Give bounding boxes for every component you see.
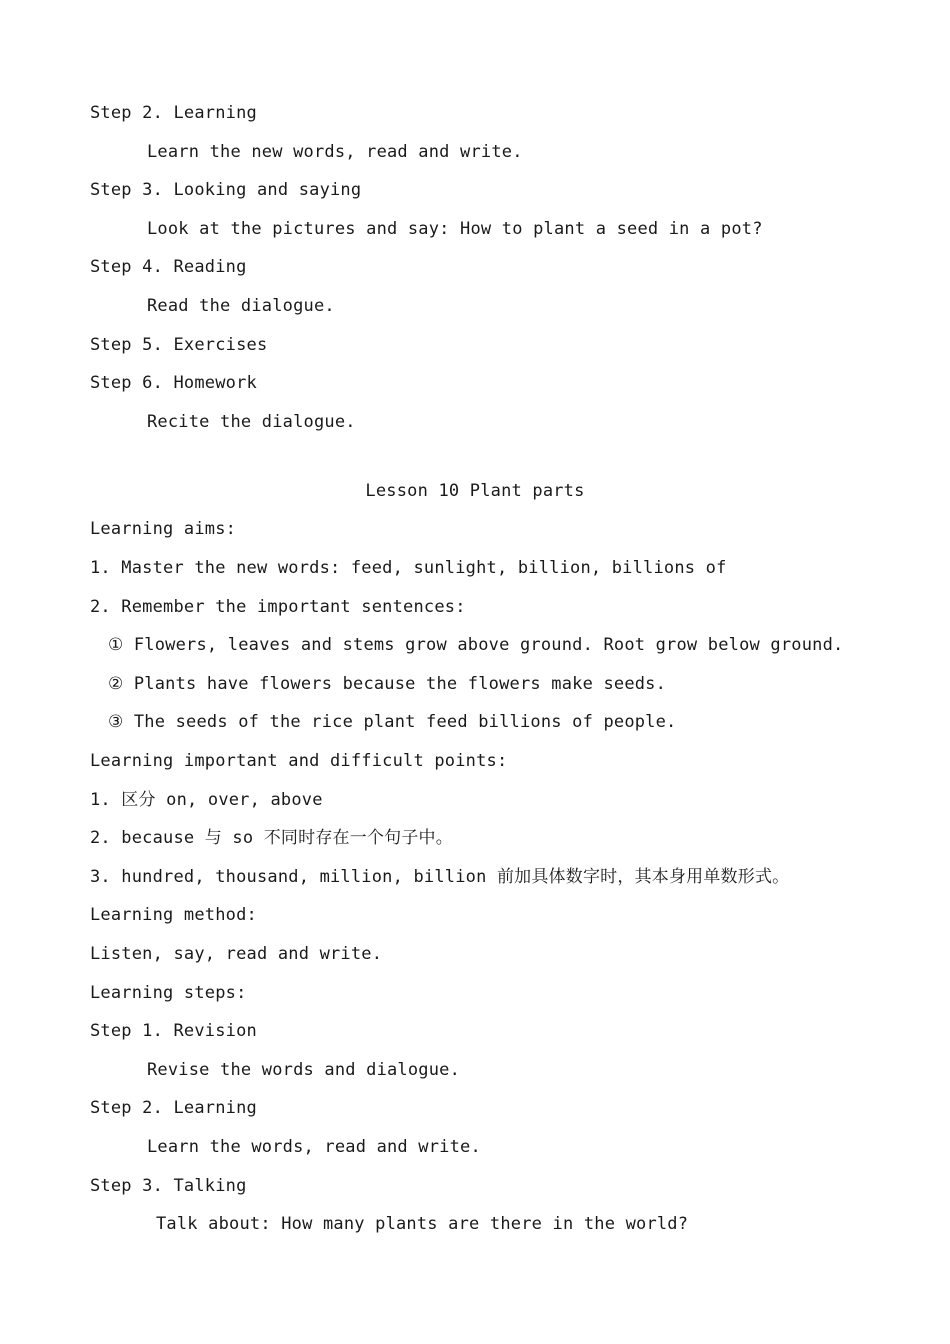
step-detail: Learn the new words, read and write. bbox=[147, 142, 523, 162]
list-item: 2. Remember the important sentences: bbox=[90, 597, 466, 617]
sentence-item: ② Plants have flowers because the flowers make seeds. bbox=[108, 674, 667, 694]
lesson-title: Lesson 10 Plant parts bbox=[365, 481, 585, 501]
step-heading: Step 5. Exercises bbox=[90, 335, 268, 355]
step-detail: Read the dialogue. bbox=[147, 296, 335, 316]
step-detail: Look at the pictures and say: How to plant a seed in a pot? bbox=[147, 219, 763, 239]
section-heading: Learning steps: bbox=[90, 983, 247, 1003]
step-heading: Step 2. Learning bbox=[90, 103, 257, 123]
step-heading: Step 3. Talking bbox=[90, 1176, 247, 1196]
list-item: 1. 区分 on, over, above bbox=[90, 790, 323, 810]
step-detail: Learn the words, read and write. bbox=[147, 1137, 481, 1157]
step-heading: Step 6. Homework bbox=[90, 373, 257, 393]
step-detail: Revise the words and dialogue. bbox=[147, 1060, 461, 1080]
list-item: 1. Master the new words: feed, sunlight, billion, billions of bbox=[90, 558, 727, 578]
section-heading: Learning method: bbox=[90, 905, 257, 925]
step-detail: Recite the dialogue. bbox=[147, 412, 356, 432]
section-heading: Learning aims: bbox=[90, 519, 237, 539]
section-heading: Learning important and difficult points: bbox=[90, 751, 508, 771]
step-heading: Step 1. Revision bbox=[90, 1021, 257, 1041]
list-item: 2. because 与 so 不同时存在一个句子中。 bbox=[90, 828, 453, 848]
step-heading: Step 2. Learning bbox=[90, 1098, 257, 1118]
sentence-item: ③ The seeds of the rice plant feed billions of people. bbox=[108, 712, 677, 732]
step-detail: Talk about: How many plants are there in the world? bbox=[156, 1214, 689, 1234]
paragraph: Listen, say, read and write. bbox=[90, 944, 383, 964]
step-heading: Step 4. Reading bbox=[90, 257, 247, 277]
sentence-item: ① Flowers, leaves and stems grow above ground. Root grow below ground. bbox=[108, 635, 844, 655]
list-item: 3. hundred, thousand, million, billion 前加具体数字时，其本身用单数形式。 bbox=[90, 867, 790, 887]
step-heading: Step 3. Looking and saying bbox=[90, 180, 362, 200]
